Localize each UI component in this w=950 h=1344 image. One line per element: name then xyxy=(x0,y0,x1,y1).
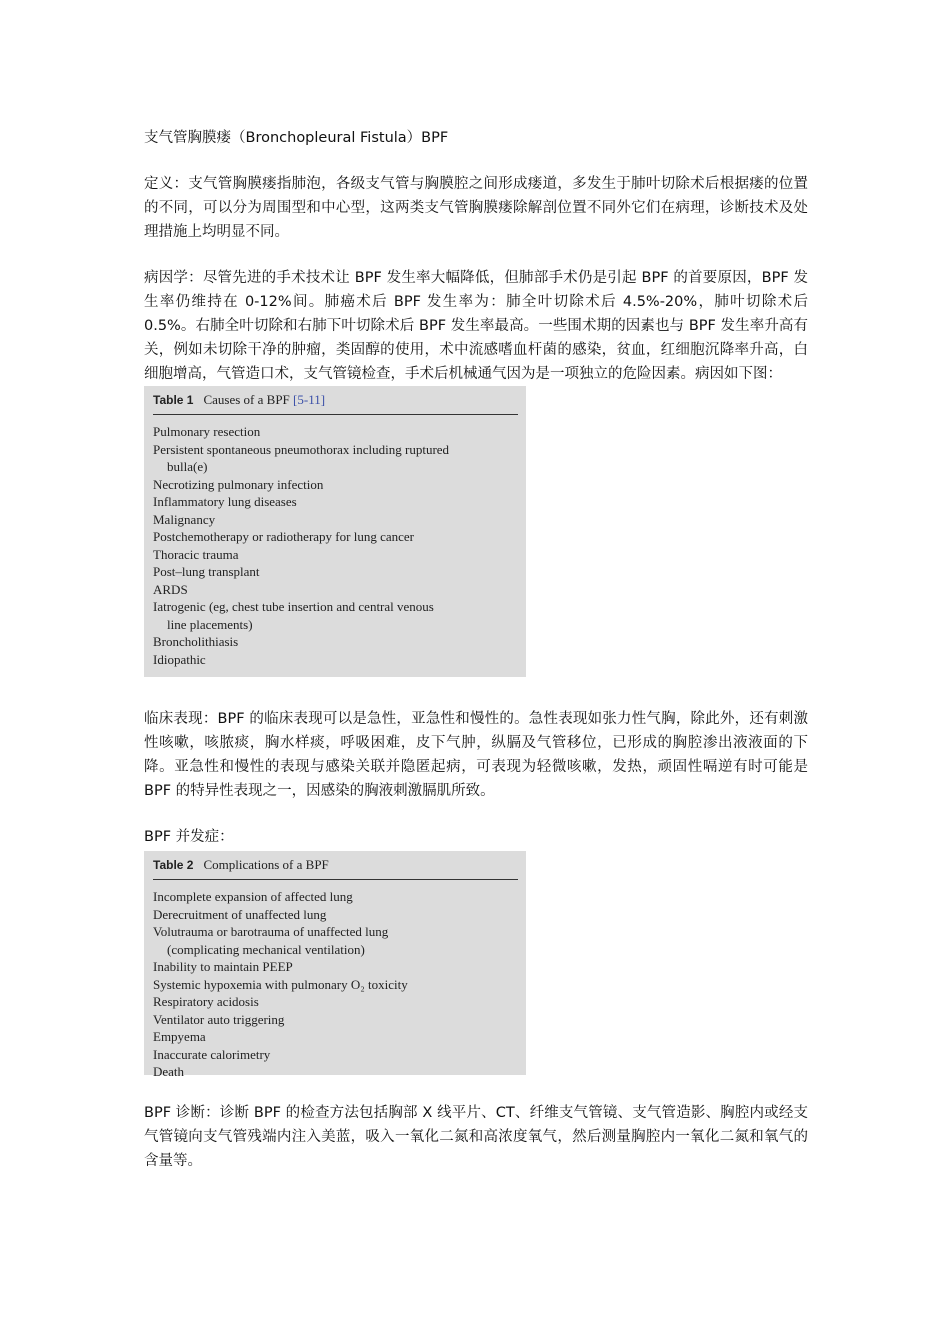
table-row: Ventilator auto triggering xyxy=(153,1011,285,1027)
table1-reference: [5-11] xyxy=(293,392,326,407)
table1-label: Table 1 xyxy=(153,393,194,407)
table-row: Persistent spontaneous pneumothorax including ruptured xyxy=(153,441,450,457)
table2-caption xyxy=(153,857,518,880)
table-row: ARDS xyxy=(153,581,188,597)
table-row: Respiratory acidosis xyxy=(153,994,259,1009)
complications-table-image xyxy=(144,851,526,1079)
table-row: Inaccurate calorimetry xyxy=(153,1046,271,1062)
table-row: Inflammatory lung diseases xyxy=(153,494,297,509)
table-row: Post–lung transplant xyxy=(153,564,260,579)
table1-title: Causes of a BPF xyxy=(203,392,290,407)
table-row: Pulmonary resection xyxy=(153,424,261,439)
table-row: bulla(e) xyxy=(167,459,208,474)
table-row: Derecruitment of unaffected lung xyxy=(153,906,327,922)
definition-paragraph: 定义：支气管胸膜瘘指肺泡，各级支气管与胸膜腔之间形成瘘道，多发生于肺叶切除术后根据瘘的位置的不同，可以分为周围型和中心型，这两类支气管胸膜瘘除解剖位置不同外它们在病理，诊断技术及处理措施上均明显不同。 xyxy=(144,176,808,240)
complications-label: BPF 并发症： xyxy=(144,829,234,845)
table2-rows xyxy=(153,888,518,1081)
table1-rows xyxy=(153,423,518,668)
table-row: Volutrauma or barotrauma of unaffected lung xyxy=(153,924,389,939)
table-row: Empyema xyxy=(153,1029,206,1044)
document-title: 支气管胸膜瘘（Bronchopleural Fistula）BPF xyxy=(144,130,449,146)
table-row: Thoracic trauma xyxy=(153,546,239,562)
table2-title: Complications of a BPF xyxy=(203,857,329,872)
table-row: (complicating mechanical ventilation) xyxy=(167,941,365,957)
diagnosis-paragraph: BPF 诊断：诊断 BPF 的检查方法包括胸部 X 线平片、CT、纤维支气管镜、支气管造影、胸腔内或经支气管镜向支气管残端内注入美蓝，吸入一氧化二氮和高浓度氧气，然后测量胸腔内一氧化二氮和氧气的含量等。 xyxy=(144,1105,808,1169)
table-row: Broncholithiasis xyxy=(153,634,239,649)
table-row: Iatrogenic (eg, chest tube insertion and central venous xyxy=(153,599,434,614)
table-row: Death xyxy=(153,1064,185,1079)
table-row: Inability to maintain PEEP xyxy=(153,959,293,974)
table-row: line placements) xyxy=(167,616,253,632)
table-row: Systemic hypoxemia with pulmonary O₂ toxicity xyxy=(153,976,408,992)
table-row: Incomplete expansion of affected lung xyxy=(153,889,353,904)
table-row: Postchemotherapy or radiotherapy for lung cancer xyxy=(153,529,414,544)
table-row: Necrotizing pulmonary infection xyxy=(153,476,324,492)
causes-table-image xyxy=(144,386,526,677)
document-page xyxy=(144,126,808,1195)
table1-caption xyxy=(153,392,518,415)
table-row: Malignancy xyxy=(153,511,216,527)
table2-label: Table 2 xyxy=(153,858,194,872)
table-row: Idiopathic xyxy=(153,651,206,667)
etiology-paragraph: 病因学：尽管先进的手术技术让 BPF 发生率大幅降低，但肺部手术仍是引起 BPF 的首要原因，BPF 发生率仍维持在 0-12%间。肺癌术后 BPF 发生率为：肺全叶切除术后 4.5%-20%，肺叶切除术后 0.5%。右肺全叶切除和右肺下叶切除术后 BPF 发生率最高。一些围术期的因素也与 BPF 发生率升高有关，例如未切除干净的肿瘤，类固醇的使用，术中流感嗜血杆菌的感染，贫血，红细胞沉降率升高，白细胞增高，气管造口术，支气管镜检查，手术后机械通气因为是一项独立的危险因素。病因如下图： xyxy=(144,270,808,382)
clinical-paragraph: 临床表现：BPF 的临床表现可以是急性，亚急性和慢性的。急性表现如张力性气胸，除此外，还有刺激性咳嗽，咳脓痰，胸水样痰，呼吸困难，皮下气肿，纵膈及气管移位，已形成的胸腔渗出液液面的下降。亚急性和慢性的表现与感染关联并隐匿起病，可表现为轻微咳嗽，发热，顽固性嗝逆有时可能是 BPF 的特异性表现之一，因感染的胸液刺激膈肌所致。 xyxy=(144,711,808,799)
